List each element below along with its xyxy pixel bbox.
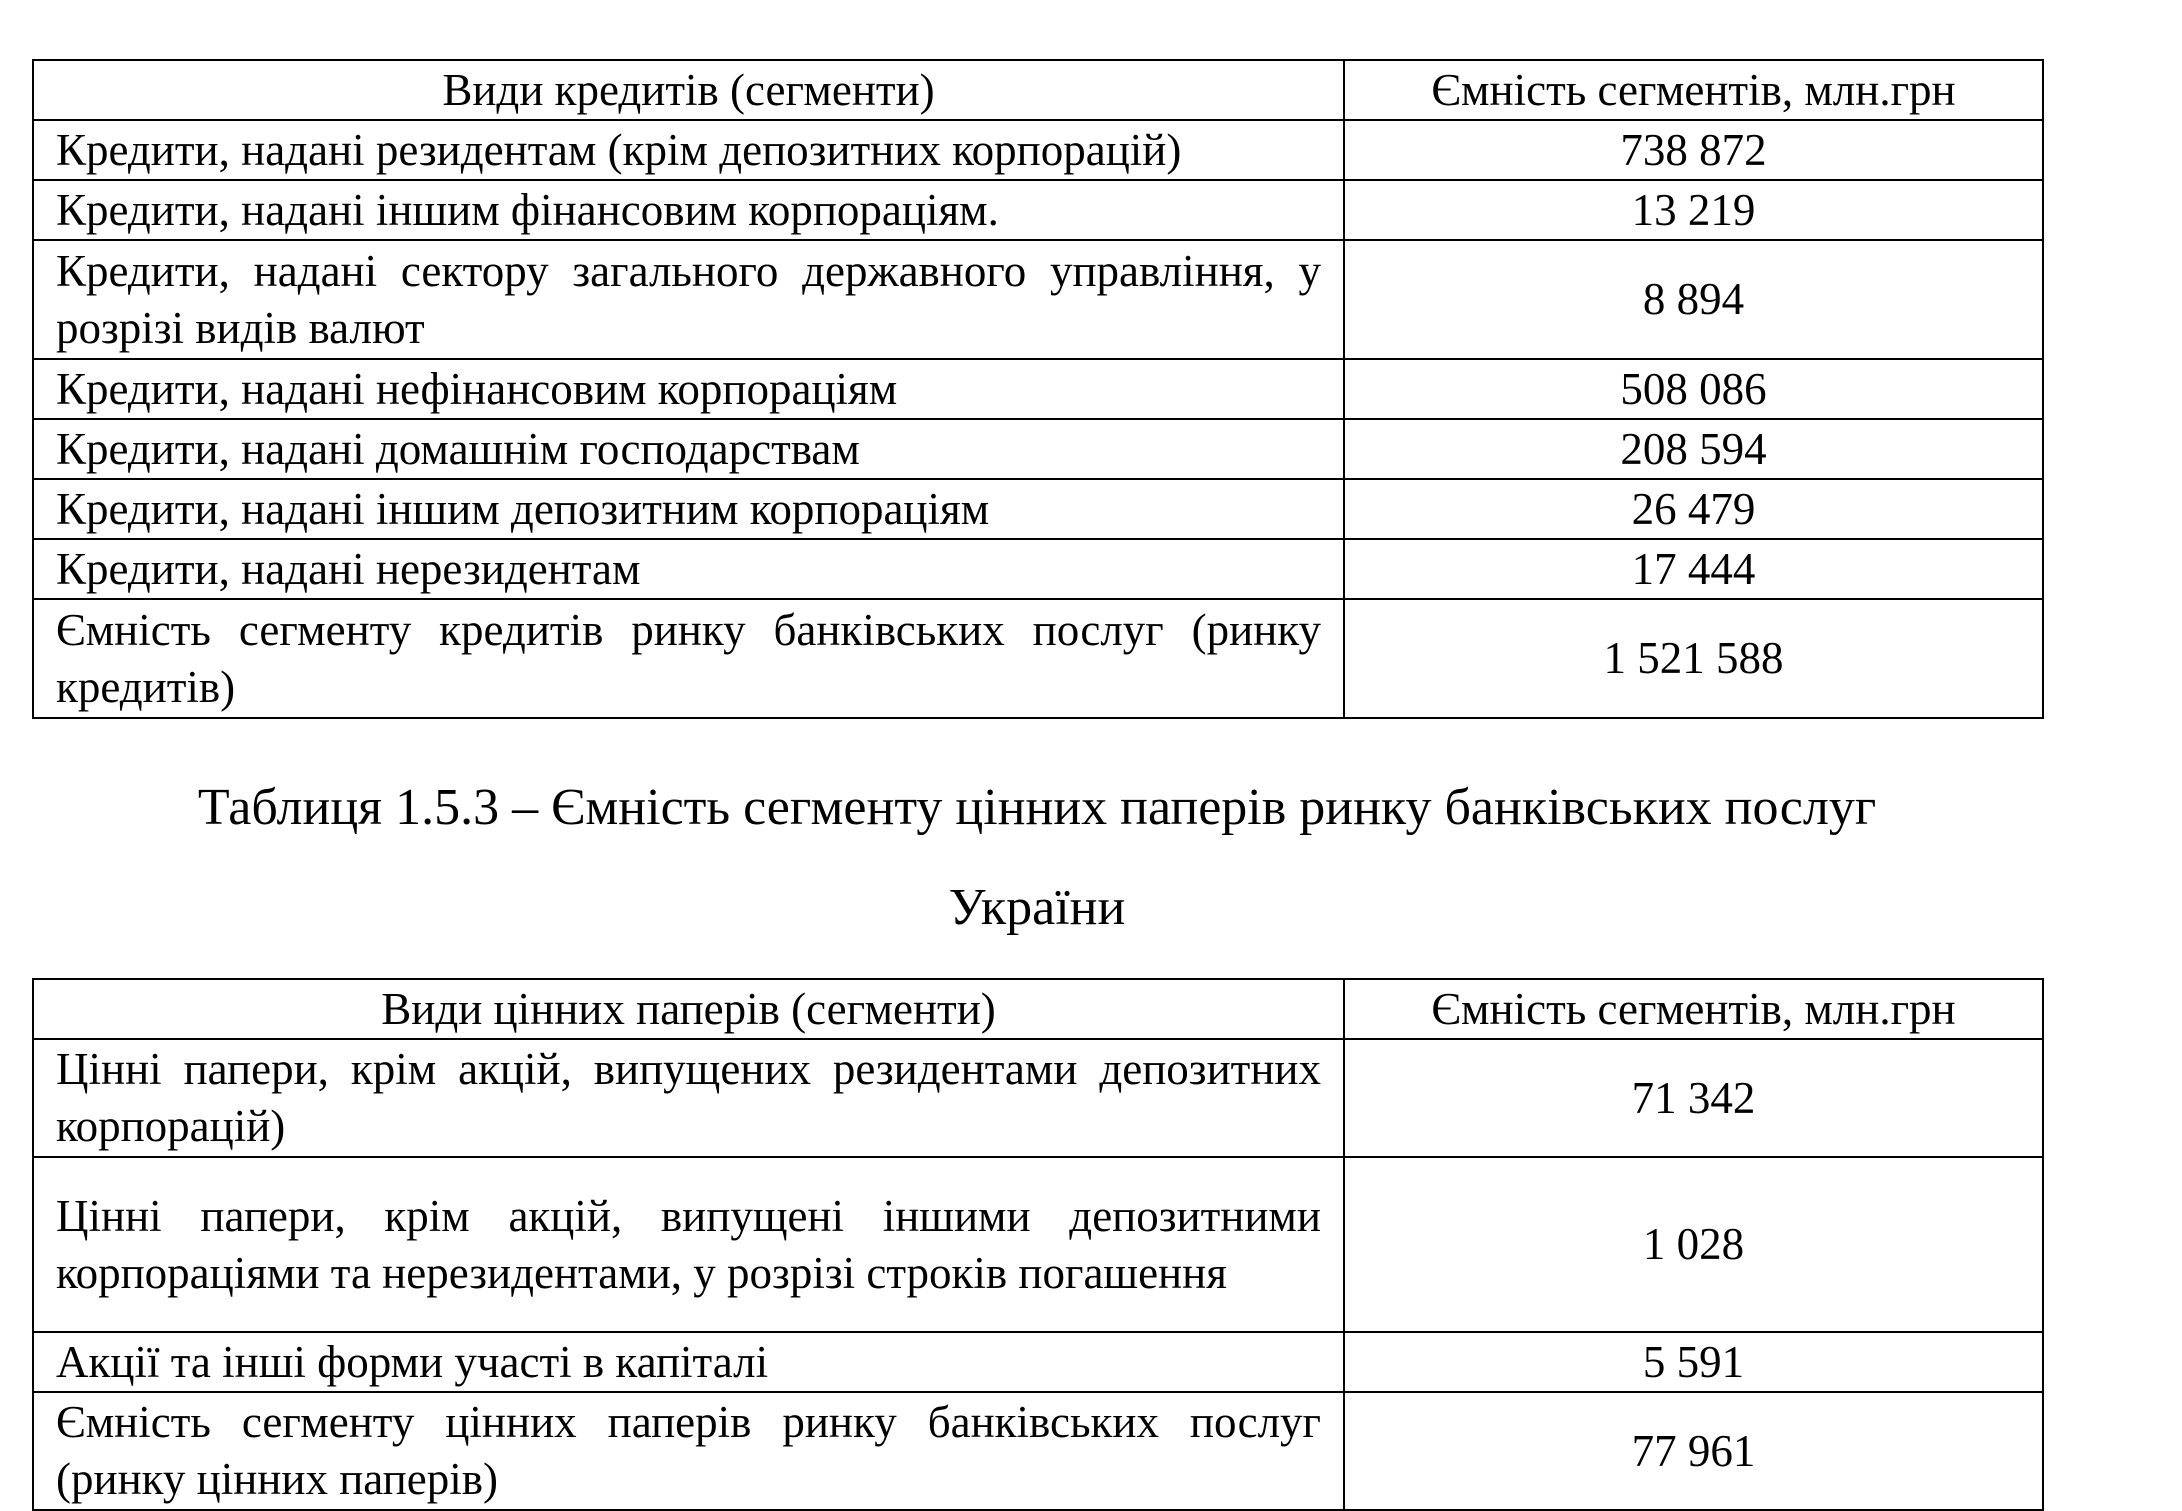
table-header-row	[33, 979, 2043, 1039]
segment-label: Цінні папери, крім акцій, випущених резидентами депозитних корпорацій)	[33, 1039, 1344, 1157]
segment-value: 8 894	[1344, 240, 2043, 359]
table-row	[33, 1039, 2043, 1157]
segment-label: Кредити, надані нерезидентам	[33, 539, 1344, 599]
segment-value: 208 594	[1344, 419, 2043, 479]
segment-value: 17 444	[1344, 539, 2043, 599]
segment-value: 77 961	[1344, 1392, 2043, 1510]
segment-value: 1 028	[1344, 1157, 2043, 1332]
column-header: Ємність сегментів, млн.грн	[1344, 979, 2043, 1039]
segment-value: 71 342	[1344, 1039, 2043, 1157]
table-row	[33, 359, 2043, 419]
table-row	[33, 180, 2043, 240]
securities-segments-table	[32, 978, 2044, 1511]
segment-label: Кредити, надані резидентам (крім депозитних корпорацій)	[33, 120, 1344, 180]
segment-label: Кредити, надані сектору загального державного управління, у розрізі видів валют	[33, 240, 1344, 359]
segment-label: Акції та інші форми участі в капіталі	[33, 1332, 1344, 1392]
table-row	[33, 419, 2043, 479]
table-total-row	[33, 1392, 2043, 1510]
segment-value: 738 872	[1344, 120, 2043, 180]
table-row	[33, 1157, 2043, 1332]
table-row	[33, 479, 2043, 539]
segment-label: Кредити, надані іншим фінансовим корпораціям.	[33, 180, 1344, 240]
credit-segments-table	[32, 59, 2044, 719]
segment-label: Ємність сегменту цінних паперів ринку банківських послуг (ринку цінних паперів)	[33, 1392, 1344, 1510]
table-row	[33, 1332, 2043, 1392]
table-caption: Таблиця 1.5.3 – Ємність сегменту цінних паперів ринку банківських послуг	[197, 779, 1877, 836]
segment-value: 13 219	[1344, 180, 2043, 240]
table-caption-continued: України	[948, 879, 1126, 936]
table-header-row	[33, 60, 2043, 120]
segment-label: Цінні папери, крім акцій, випущені іншими депозитними корпораціями та нерезидентами, у розрізі строків погашення	[33, 1157, 1344, 1332]
segment-value: 1 521 588	[1344, 599, 2043, 718]
segment-value: 5 591	[1344, 1332, 2043, 1392]
column-header: Види кредитів (сегменти)	[33, 60, 1344, 120]
segment-label: Ємність сегменту кредитів ринку банківських послуг (ринку кредитів)	[33, 599, 1344, 718]
column-header: Ємність сегментів, млн.грн	[1344, 60, 2043, 120]
segment-label: Кредити, надані іншим депозитним корпораціям	[33, 479, 1344, 539]
table-row	[33, 539, 2043, 599]
table-total-row	[33, 599, 2043, 718]
segment-value: 26 479	[1344, 479, 2043, 539]
table-row	[33, 240, 2043, 359]
column-header: Види цінних паперів (сегменти)	[33, 979, 1344, 1039]
segment-value: 508 086	[1344, 359, 2043, 419]
table-row	[33, 120, 2043, 180]
segment-label: Кредити, надані домашнім господарствам	[33, 419, 1344, 479]
segment-label: Кредити, надані нефінансовим корпораціям	[33, 359, 1344, 419]
